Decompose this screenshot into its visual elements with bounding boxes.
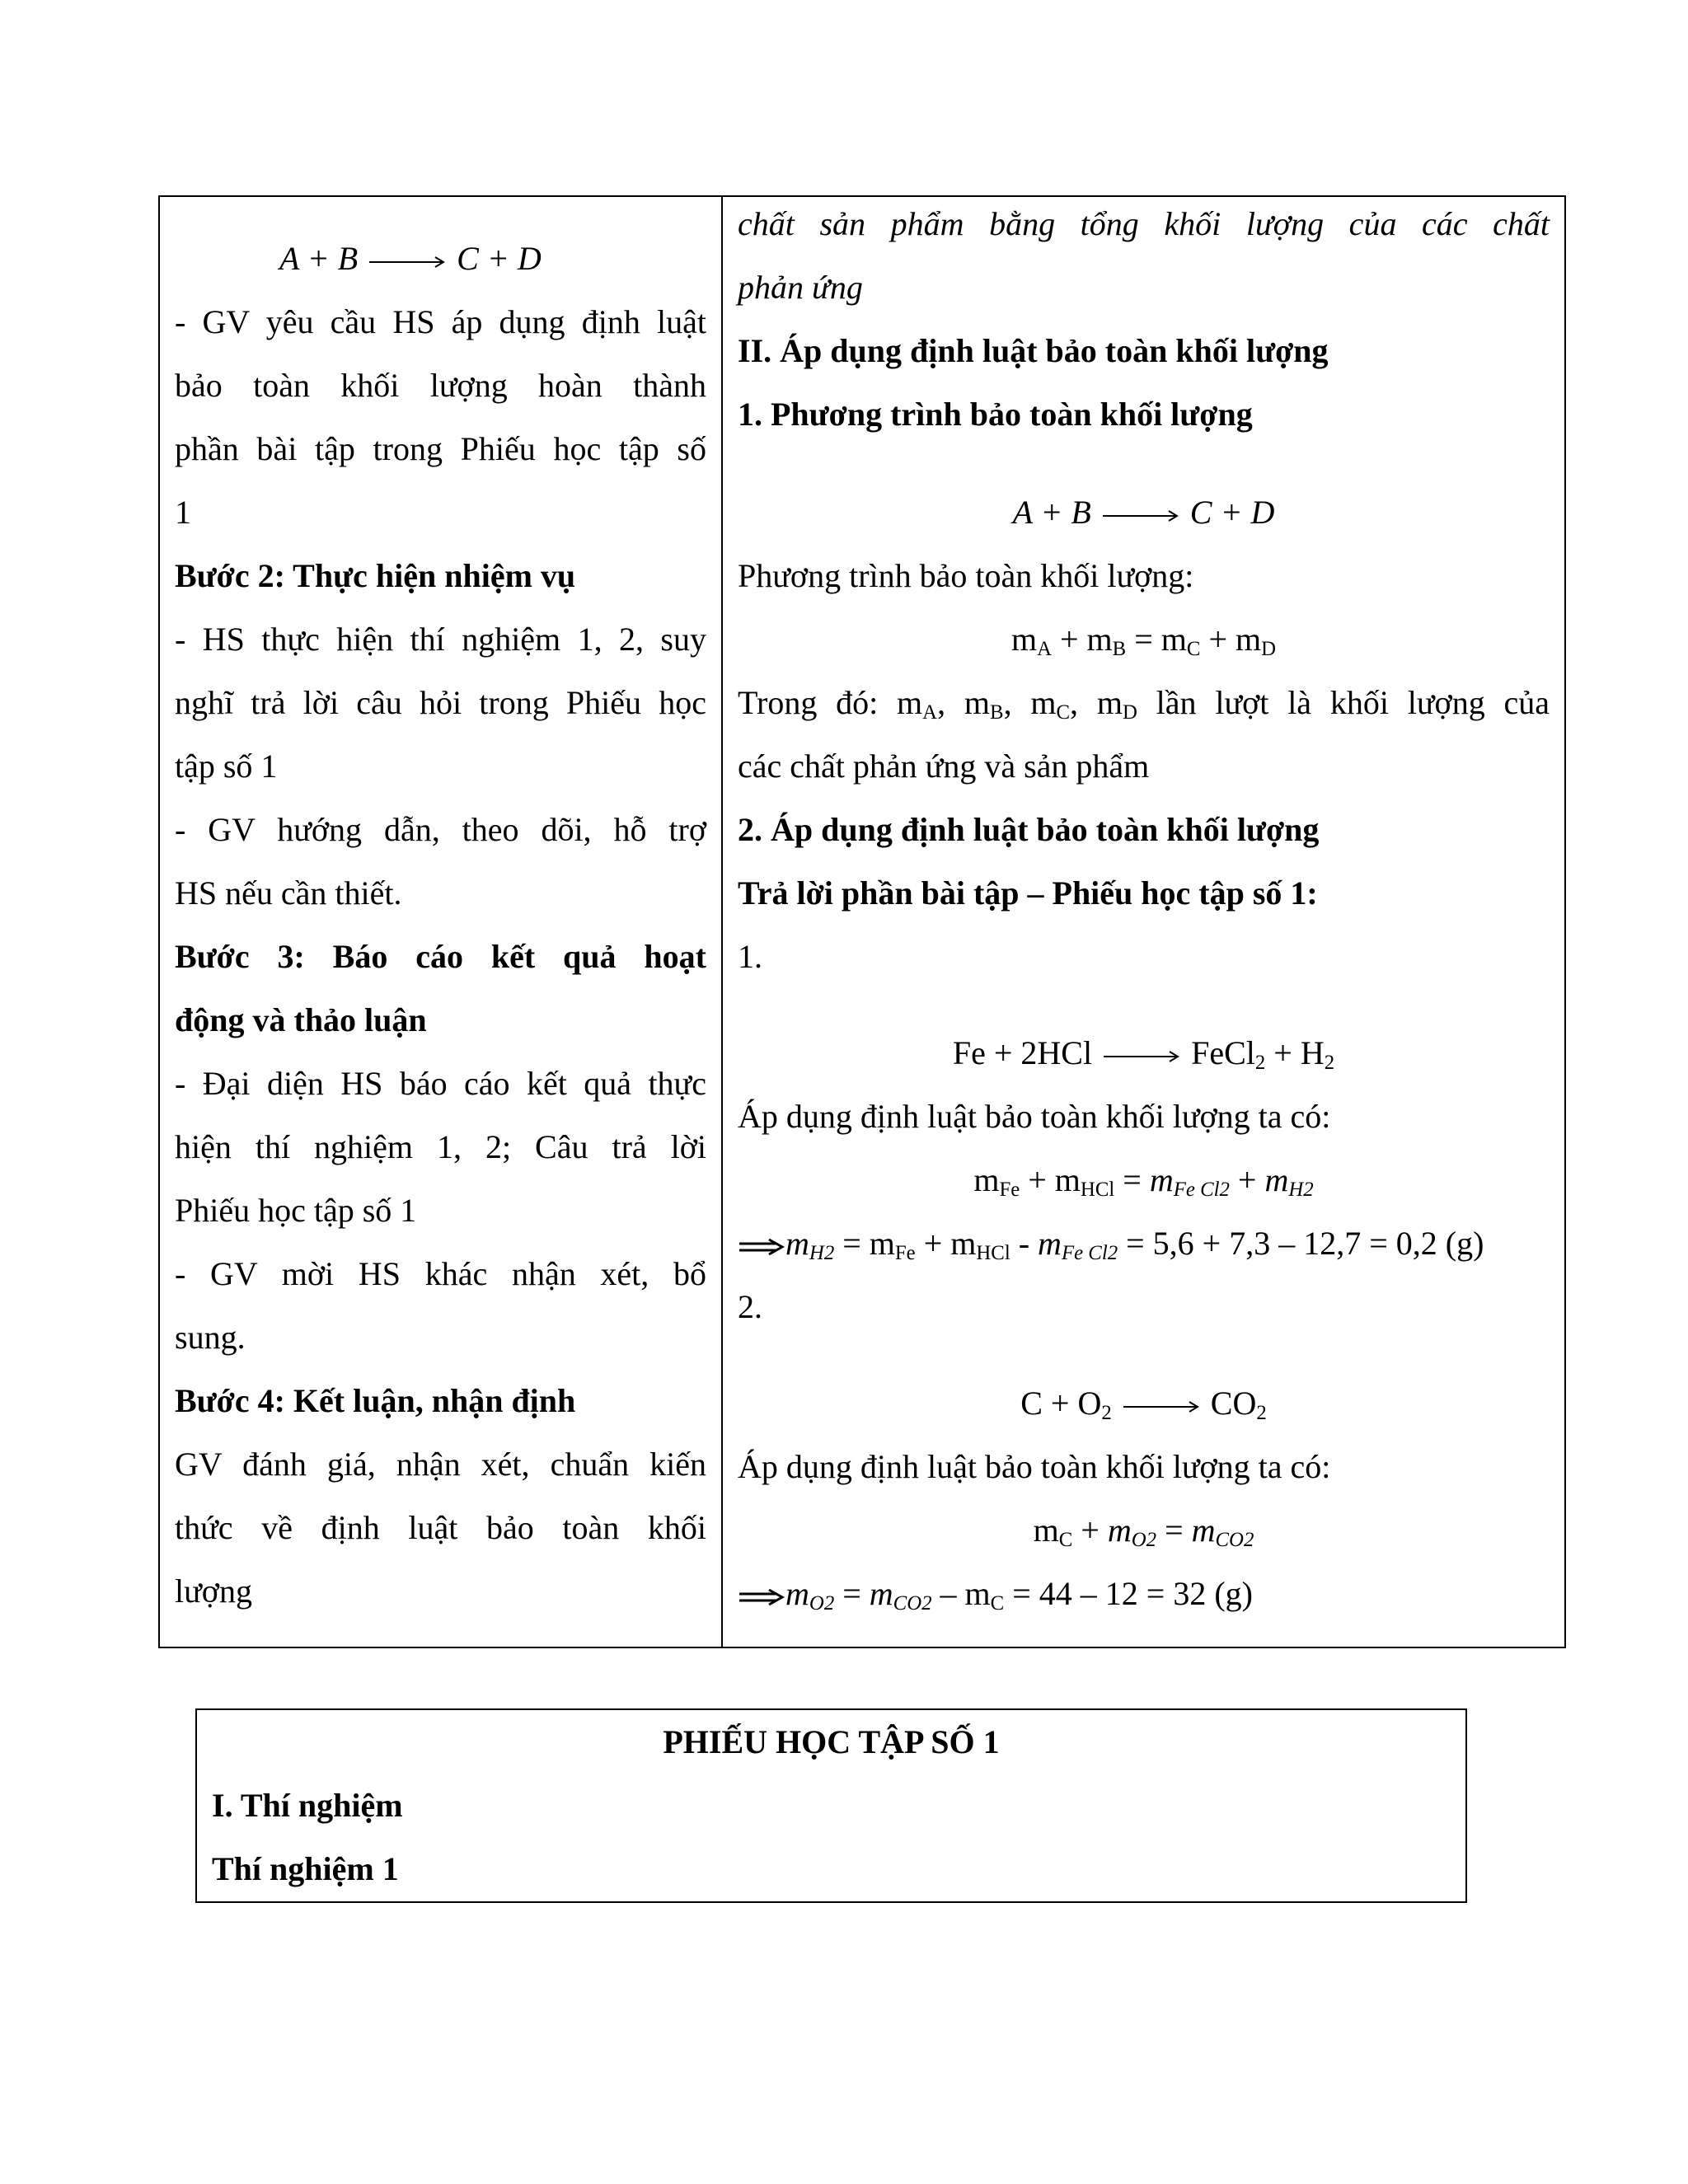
question-number: 1. [738,938,762,975]
worksheet-title: PHIẾU HỌC TẬP SỐ 1 [663,1723,1000,1760]
left-text-line: 1 [175,494,191,531]
calculation-2: $m_{O2} = m_{CO2} - m_C = 44 - 12 = 32$ (g) [738,1562,1550,1625]
left-text-line: - HS thực hiện thí nghiệm 1, 2, suy [175,621,706,658]
section-heading: II. Áp dụng định luật bảo toàn khối lượng [738,332,1329,369]
mass-balance-2: $m_C + m_{O2} = m_{CO2}$ [1033,1511,1254,1552]
left-text-line: - GV yêu cầu HS áp dụng định luật [175,303,706,340]
reaction-fe-hcl: Fe + 2HCl FeCl$_2$ + $H_2$ [952,1034,1335,1075]
left-text-line: bảo toàn khối lượng hoàn thành [175,367,706,404]
implies-arrow-icon [738,1238,785,1256]
left-text-line: Phiếu học tập số 1 [175,1192,417,1229]
worksheet-item: Thí nghiệm 1 [212,1850,399,1887]
where-text: các chất phản ứng và sản phẩm [738,748,1150,785]
reaction-arrow-icon [366,254,448,270]
left-text-line: hiện thí nghiệm 1, 2; Câu trả lời [175,1128,706,1165]
equation-a-b: A + B C + D [1012,494,1275,531]
left-text-line: HS nếu cần thiết. [175,874,402,912]
reaction-c-o2: $C + O_2$ $CO_2$ [1020,1385,1267,1425]
step3-title: động và thảo luận [175,1001,427,1038]
step2-title: Bước 2: Thực hiện nhiệm vụ [175,557,576,594]
subsection-heading: 2. Áp dụng định luật bảo toàn khối lượng [738,811,1320,848]
left-text-line: GV đánh giá, nhận xét, chuẩn kiến [175,1446,706,1483]
left-text-line: thức về định luật bảo toàn khối [175,1509,706,1546]
step3-title: Bước 3: Báo cáo kết quả hoạt [175,938,706,975]
intro-text: phản ứng [738,269,863,306]
reaction-arrow-icon [1100,1048,1183,1065]
implies-arrow-icon [738,1588,785,1606]
mass-equation: $m_A + m_B = m_C + m_D$ [1010,621,1277,661]
left-text-line: phần bài tập trong Phiếu học tập số [175,430,706,467]
worksheet-section: I. Thí nghiệm [212,1787,403,1824]
apply-text: Áp dụng định luật bảo toàn khối lượng ta có: [738,1098,1331,1135]
left-text-line: sung. [175,1319,246,1356]
left-text-line: - GV hướng dẫn, theo dõi, hỗ trợ [175,811,706,848]
left-text-line: nghĩ trả lời câu hỏi trong Phiếu học [175,684,706,721]
teacher-activity-column [160,197,723,1647]
mass-balance-1: $m_{Fe} + m_{HCl} = m_{Fe Cl2} + m_{H2}$ [973,1161,1314,1202]
step4-title: Bước 4: Kết luận, nhận định [175,1382,576,1419]
apply-text: Áp dụng định luật bảo toàn khối lượng ta có: [738,1448,1331,1485]
calculation-1: $m_{H2} = m_{Fe} + m_{HCl} - m_{Fe Cl2} = 5,6 + 7,3 - 12,7 = 0,2$ (g) [738,1212,1550,1275]
left-text-line: - GV mời HS khác nhận xét, bổ [175,1255,706,1292]
mass-equation-label: Phương trình bảo toàn khối lượng: [738,557,1194,594]
worksheet-box [195,1708,1467,1903]
content-column [723,197,1564,1647]
answer-heading: Trả lời phần bài tập – Phiếu học tập số 1: [738,874,1318,912]
left-text-line: tập số 1 [175,748,278,785]
intro-text: chất sản phẩm bằng tổng khối lượng của các chất [738,205,1550,242]
subsection-heading: 1. Phương trình bảo toàn khối lượng [738,396,1253,433]
left-text-line: lượng [175,1572,252,1610]
equation-a-b: A + B C + D [279,240,542,277]
left-text-line: - Đại diện HS báo cáo kết quả thực [175,1065,706,1102]
reaction-arrow-icon [1100,508,1182,524]
question-number: 2. [738,1288,762,1325]
reaction-arrow-icon [1120,1399,1203,1415]
lesson-table [158,195,1566,1648]
where-text: Trong đó: $m_A$, $m_B$, $m_C$, $m_D$ lần lượt là khối lượng của [738,684,1550,724]
